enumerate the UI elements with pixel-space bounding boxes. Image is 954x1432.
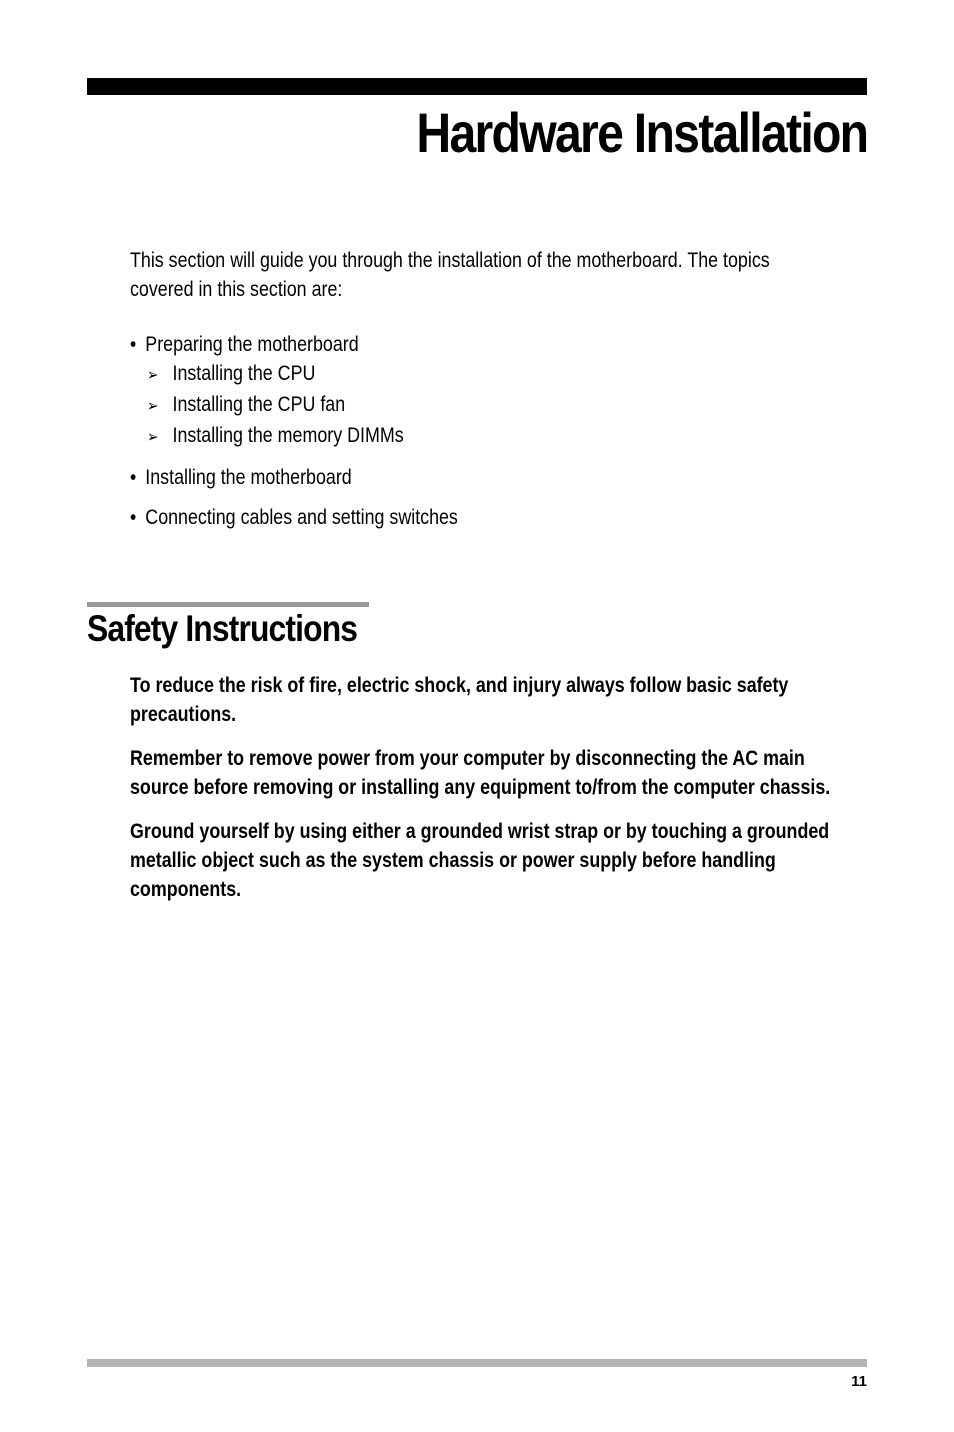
arrow-bullet-icon: ➢	[147, 429, 159, 446]
topic-label: Connecting cables and setting switches	[145, 506, 458, 529]
safety-paragraph: Ground yourself by using either a grounded wrist strap or by touching a grounded metallic object such as the system chassis or power supply before handling components.	[130, 820, 830, 901]
subtopic-label: Installing the CPU	[172, 362, 316, 385]
safety-paragraph: To reduce the risk of fire, electric shock, and injury always follow basic safety precautions.	[130, 674, 789, 726]
topic-label: Installing the motherboard	[145, 466, 352, 489]
list-item	[147, 390, 458, 421]
arrow-bullet-icon: ➢	[147, 398, 159, 415]
section-title: Safety Instructions	[87, 608, 358, 649]
list-item	[147, 421, 458, 452]
bullet-icon: •	[130, 466, 137, 489]
subtopic-list	[130, 359, 458, 452]
subtopic-label: Installing the CPU fan	[172, 393, 346, 416]
topic-label: Preparing the motherboard	[145, 333, 359, 356]
list-item	[130, 463, 458, 492]
page-number: 11	[851, 1373, 867, 1390]
chapter-title: Hardware Installation	[416, 101, 867, 164]
footer-rule	[87, 1359, 867, 1367]
list-item	[130, 503, 458, 532]
chapter-top-rule	[87, 78, 867, 95]
bullet-icon: •	[130, 506, 137, 529]
topic-list	[130, 330, 458, 532]
intro-paragraph: This section will guide you through the installation of the motherboard. The topics covered in this section are:	[130, 249, 770, 301]
safety-instructions	[130, 671, 853, 919]
arrow-bullet-icon: ➢	[147, 367, 159, 384]
safety-paragraph: Remember to remove power from your computer by disconnecting the AC main source before removing or installing any equipment to/from the computer chassis.	[130, 747, 831, 799]
bullet-icon: •	[130, 333, 137, 356]
list-item	[130, 330, 458, 452]
subtopic-label: Installing the memory DIMMs	[172, 424, 404, 447]
list-item	[147, 359, 458, 390]
